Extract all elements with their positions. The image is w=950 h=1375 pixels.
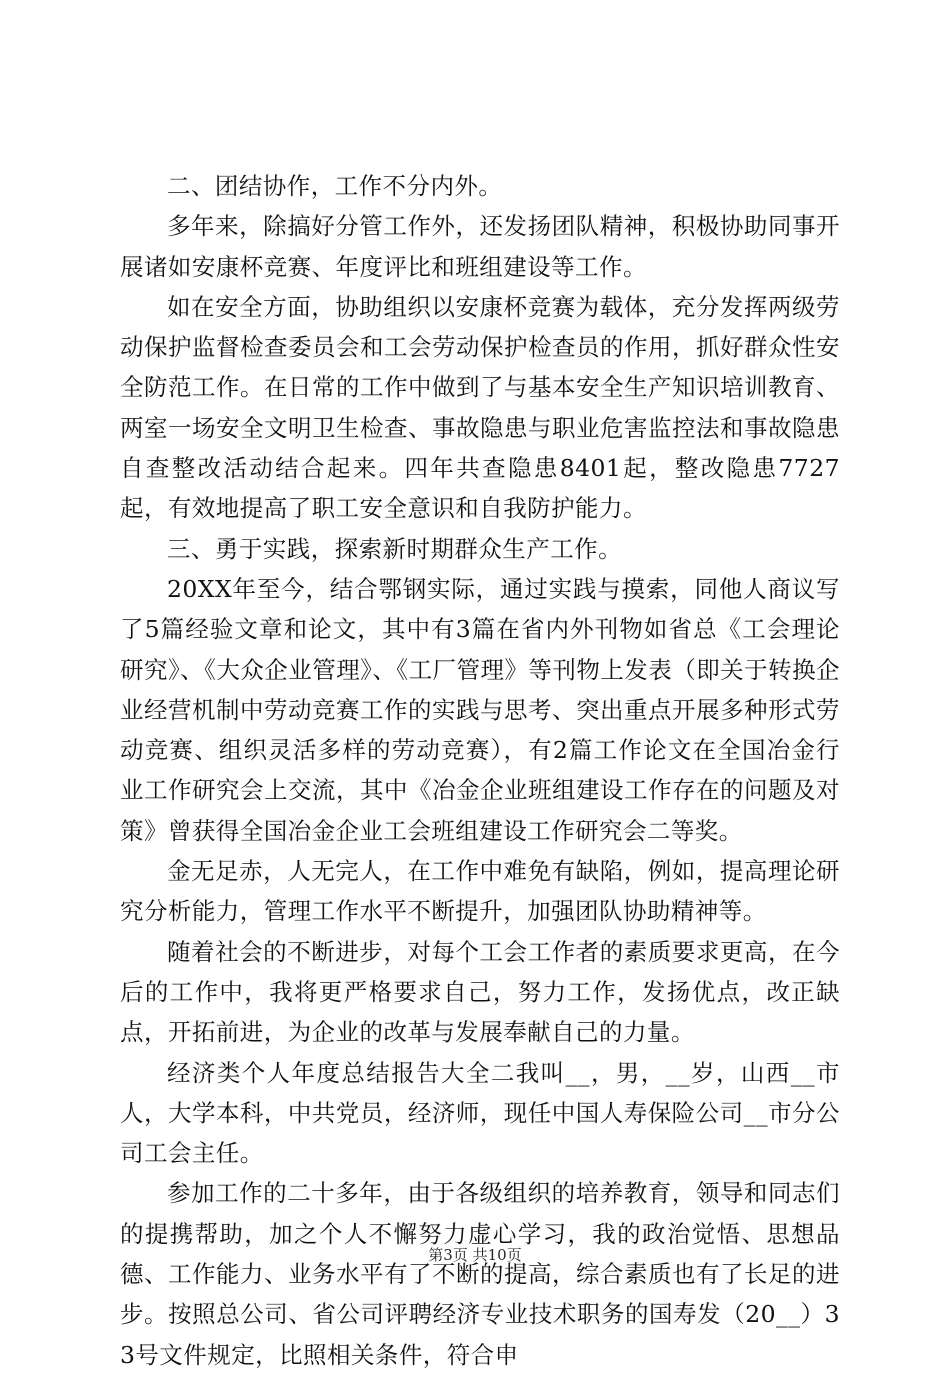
paragraph: 多年来，除搞好分管工作外，还发扬团队精神，积极协助同事开展诸如安康杯竞赛、年度评比和班组建设等工作。	[120, 212, 840, 281]
paragraph-section-heading-3: 三、勇于实践，探索新时期群众生产工作。	[167, 534, 623, 563]
paragraph: 金无足赤，人无完人，在工作中难免有缺陷，例如，提高理论研究分析能力，管理工作水平不断提升，加强团队协助精神等。	[120, 857, 840, 926]
paragraph: 随着社会的不断进步，对每个工会工作者的素质要求更高，在今后的工作中，我将更严格要求自己，努力工作，发扬优点，改正缺点，开拓前进，为企业的改革与发展奉献自己的力量。	[120, 937, 840, 1047]
page-number-footer: 第3页 共10页	[428, 1246, 522, 1264]
paragraph: 20XX年至今，结合鄂钢实际，通过实践与摸索，同他人商议写了5篇经验文章和论文，其中有3篇在省内外刊物如省总《工会理论研究》、《大众企业管理》、《工厂管理》等刊物上发表（即关于转换企业经营机制中劳动竞赛工作的实践与思考、突出重点开展多种形式劳动竞赛、组织灵活多样的劳动竞赛），有2篇工作论文在全国冶金行业工作研究会上交流，其中《冶金企业班组建设工作存在的问题及对策》曾获得全国冶金企业工会班组建设工作研究会二等奖。	[120, 574, 840, 845]
document-body	[120, 166, 840, 1375]
paragraph: 参加工作的二十多年，由于各级组织的培养教育，领导和同志们的提携帮助，加之个人不懈努力虚心学习，我的政治觉悟、思想品德、工作能力、业务水平有了不断的提高，综合素质也有了长足的进步。按照总公司、省公司评聘经济专业技术职务的国寿发（20__）33号文件规定，比照相关条件，符合申	[120, 1179, 840, 1369]
paragraph: 如在安全方面，协助组织以安康杯竞赛为载体，充分发挥两级劳动保护监督检查委员会和工会劳动保护检查员的作用，抓好群众性安全防范工作。在日常的工作中做到了与基本安全生产知识培训教育、两室一场安全文明卫生检查、事故隐患与职业危害监控法和事故隐患自查整改活动结合起来。四年共查隐患8401起，整改隐患7727起，有效地提高了职工安全意识和自我防护能力。	[120, 292, 840, 523]
paragraph: 经济类个人年度总结报告大全二我叫__，男，__岁，山西__市人，大学本科，中共党员，经济师，现任中国人寿保险公司__市分公司工会主任。	[120, 1058, 840, 1168]
paragraph-section-heading-2: 二、团结协作，工作不分内外。	[167, 172, 503, 200]
